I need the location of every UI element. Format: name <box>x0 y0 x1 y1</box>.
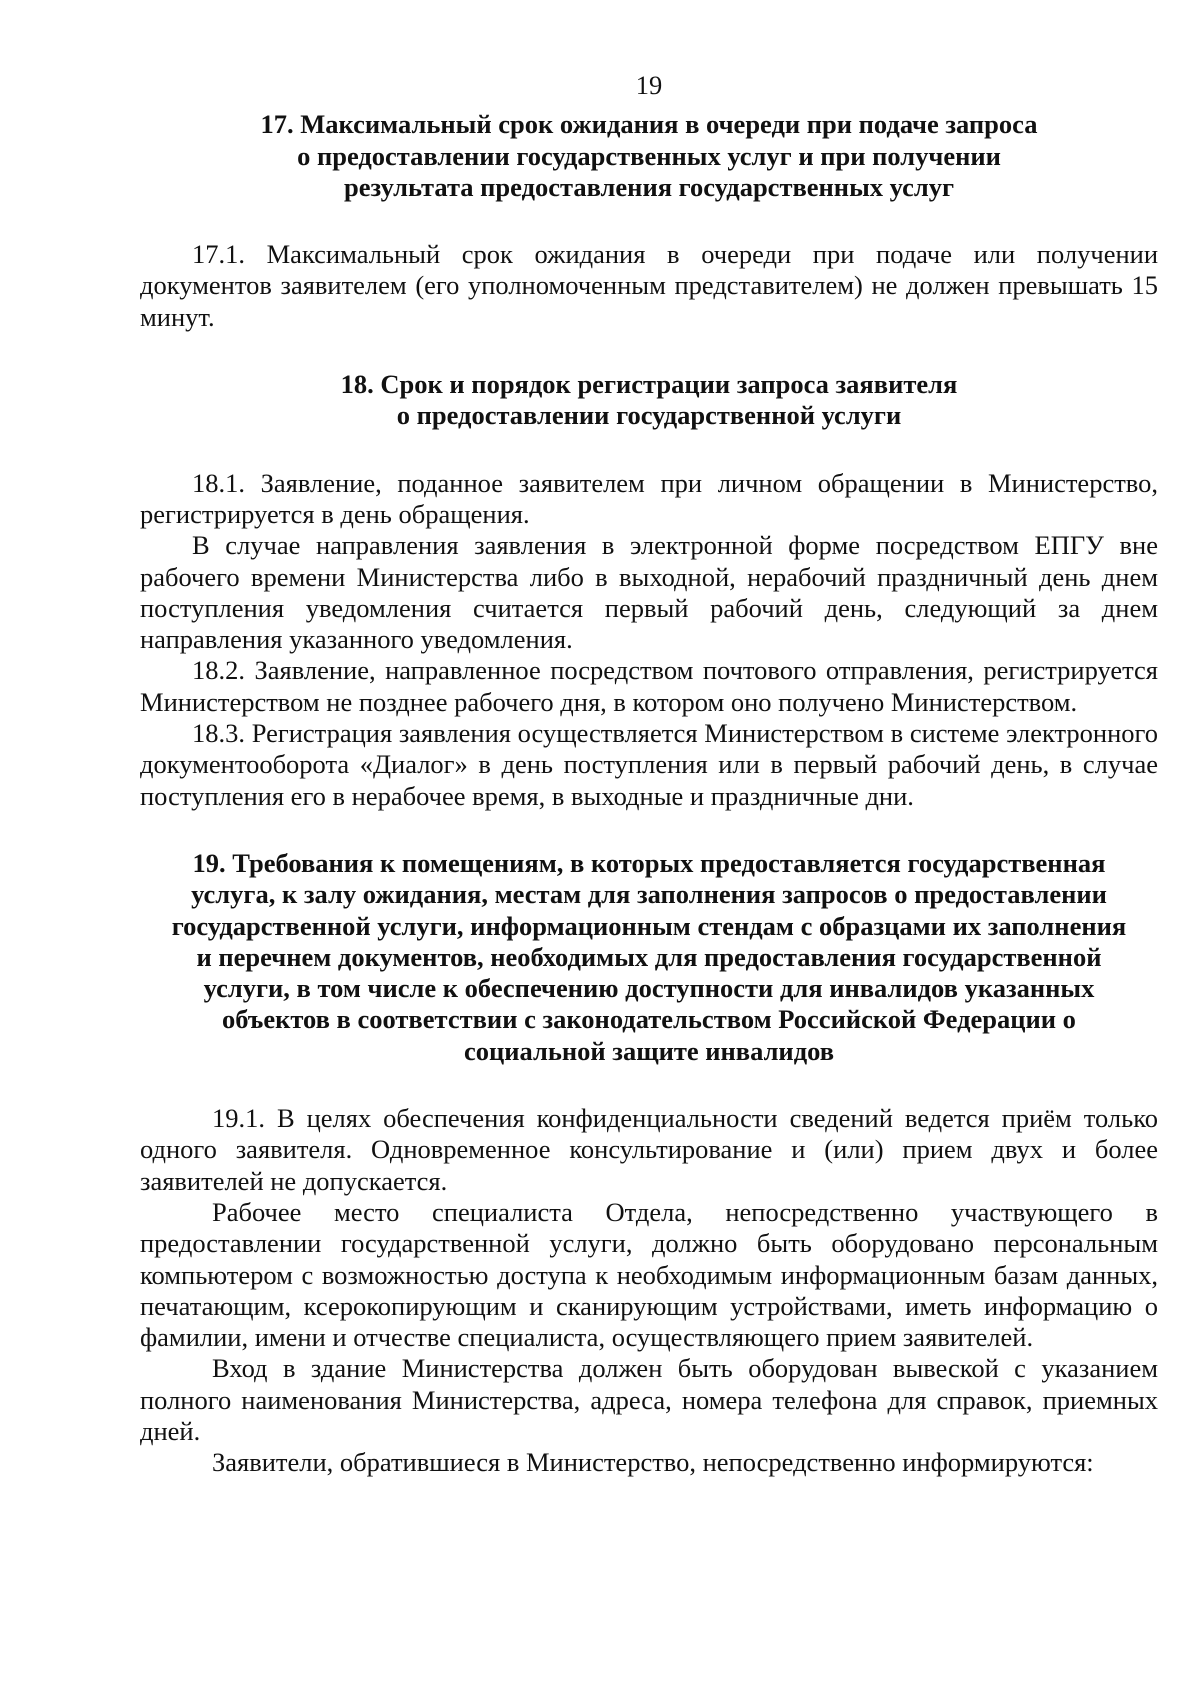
page-number: 19 <box>635 70 663 100</box>
paragraph-17-1: 17.1. Максимальный срок ожидания в очереди при подаче или получении документов заявителем (его уполномоченным представителем) не должен превышать 15 минут. <box>140 239 1158 332</box>
paragraph-19-applicants: Заявители, обратившиеся в Министерство, непосредственно информируются: <box>212 1447 1094 1478</box>
section-18-heading <box>140 369 1158 432</box>
section-19-heading-line: государственной услуги, информационным стендам с образцами их заполнения <box>171 910 1127 941</box>
paragraph-19-entrance: Вход в здание Министерства должен быть оборудован вывеской с указанием полного наименования Министерства, адреса, номера телефона для справок, приемных дней. <box>140 1353 1158 1446</box>
section-19-heading-line: услуга, к залу ожидания, местам для заполнения запросов о предоставлении <box>191 879 1107 910</box>
paragraph-19-1: 19.1. В целях обеспечения конфиденциальности сведений ведется приём только одного заявителя. Одновременное консультирование и (или) прием двух и более заявителей не допускается. <box>140 1103 1158 1196</box>
paragraph-18-1: 18.1. Заявление, поданное заявителем при личном обращении в Министерство, регистрируется в день обращения. <box>140 467 1158 529</box>
paragraph-19-workplace: Рабочее место специалиста Отдела, непосредственно участвующего в предоставлении государственной услуги, должно быть оборудовано персональным компьютером с возможностью доступа к необходимым информационным базам данных, печатающим, ксерокопирующим и сканирующим устройствами, иметь информацию о фамилии, имени и отчестве специалиста, осуществляющего прием заявителей. <box>140 1196 1158 1353</box>
section-19-heading-line: услуги, в том числе к обеспечению доступности для инвалидов указанных <box>203 973 1095 1004</box>
section-19-heading <box>140 848 1158 1067</box>
section-19-heading-line: 19. Требования к помещениям, в которых предоставляется государственная <box>192 847 1106 878</box>
section-17-heading-line: результата предоставления государственных услуг <box>343 171 954 202</box>
section-17-heading <box>140 109 1158 203</box>
section-18-heading-line: 18. Срок и порядок регистрации запроса заявителя <box>340 369 958 400</box>
section-17-heading-line: 17. Максимальный срок ожидания в очереди при подаче запроса <box>260 109 1038 140</box>
paragraph-18-1-epgu: В случае направления заявления в электронной форме посредством ЕПГУ вне рабочего времени Министерства либо в выходной, нерабочий праздничный день днем поступления уведомления считается первый рабочий день, следующий за днем направления указанного уведомления. <box>140 530 1158 655</box>
section-19-heading-line: объектов в соответствии с законодательством Российской Федерации о <box>222 1004 1076 1035</box>
document-page <box>140 70 1158 1479</box>
section-19-heading-line: социальной защите инвалидов <box>463 1035 835 1066</box>
section-17-heading-line: о предоставлении государственных услуг и при получении <box>297 140 1001 171</box>
paragraph-18-2: 18.2. Заявление, направленное посредством почтового отправления, регистрируется Министерством не позднее рабочего дня, в котором оно получено Министерством. <box>140 655 1158 717</box>
paragraph-18-3: 18.3. Регистрация заявления осуществляется Министерством в системе электронного документооборота «Диалог» в день поступления или в первый рабочий день, в случае поступления его в нерабочее время, в выходные и праздничные дни. <box>140 718 1158 811</box>
section-18-heading-line: о предоставлении государственной услуги <box>396 400 902 431</box>
section-19-heading-line: и перечнем документов, необходимых для предоставления государственной <box>196 941 1102 972</box>
